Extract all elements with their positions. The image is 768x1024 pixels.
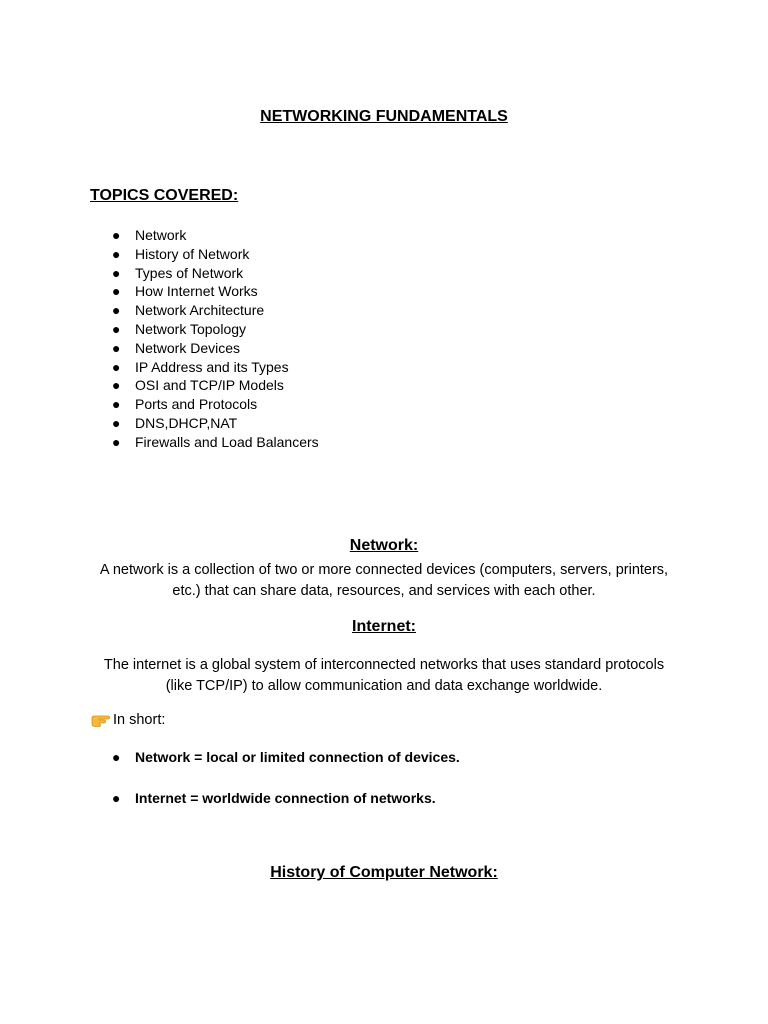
topic-label: OSI and TCP/IP Models — [135, 377, 284, 394]
topic-label: Firewalls and Load Balancers — [135, 433, 319, 450]
summary-point: Internet = worldwide connection of networks. — [135, 790, 436, 806]
network-definition: A network is a collection of two or more connected devices (computers, servers, printers, etc.) that can share data, resources, and services with each other. — [99, 562, 669, 599]
in-short-label: In short: — [113, 712, 166, 728]
pointing-hand-icon — [90, 711, 110, 729]
bullet-icon: ● — [112, 320, 121, 337]
topic-label: Network Devices — [135, 339, 241, 356]
internet-heading: Internet: — [352, 618, 416, 635]
topics-heading: TOPICS COVERED: — [90, 187, 239, 204]
list-item — [90, 395, 319, 414]
list-item — [90, 320, 319, 339]
bullet-icon: ● — [112, 264, 121, 281]
network-heading: Network: — [349, 537, 419, 554]
topic-label: History of Network — [135, 245, 250, 262]
topic-label: How Internet Works — [135, 283, 258, 300]
topic-label: DNS,DHCP,NAT — [135, 414, 238, 431]
history-heading: History of Computer Network: — [270, 864, 498, 881]
summary-list — [90, 749, 460, 765]
topic-label: Ports and Protocols — [135, 396, 258, 413]
topic-label: Network Topology — [135, 320, 247, 337]
bullet-icon: ● — [112, 414, 121, 431]
list-item — [90, 226, 319, 245]
bullet-icon: ● — [112, 377, 121, 394]
document-title: NETWORKING FUNDAMENTALS — [260, 108, 508, 125]
bullet-icon: ● — [112, 227, 121, 243]
summary-point: Network = local or limited connection of devices. — [135, 749, 460, 765]
in-short-line — [90, 711, 165, 729]
topic-label: IP Address and its Types — [135, 358, 289, 375]
bullet-icon: ● — [112, 433, 121, 450]
topic-label: Network Architecture — [135, 302, 265, 319]
list-item — [90, 433, 319, 452]
bullet-icon: ● — [112, 283, 121, 300]
list-item — [90, 376, 319, 395]
bullet-icon: ● — [112, 790, 121, 806]
bullet-icon: ● — [112, 245, 121, 262]
list-item — [90, 339, 319, 358]
bullet-icon: ● — [112, 302, 121, 319]
bullet-icon: ● — [112, 749, 121, 765]
internet-definition: The internet is a global system of interconnected networks that uses standard protocols (like TCP/IP) to allow communication and data exchange worldwide. — [103, 657, 665, 694]
topics-list — [90, 226, 319, 452]
list-item — [90, 790, 436, 806]
bullet-icon: ● — [112, 339, 121, 356]
bullet-icon: ● — [112, 396, 121, 413]
list-item — [90, 282, 319, 301]
list-item — [90, 358, 319, 377]
list-item — [90, 414, 319, 433]
summary-list — [90, 790, 436, 806]
list-item — [90, 245, 319, 264]
list-item — [90, 264, 319, 283]
topic-label: Types of Network — [135, 264, 244, 281]
list-item — [90, 749, 460, 765]
topic-label: Network — [135, 227, 187, 243]
list-item — [90, 301, 319, 320]
bullet-icon: ● — [112, 358, 121, 375]
